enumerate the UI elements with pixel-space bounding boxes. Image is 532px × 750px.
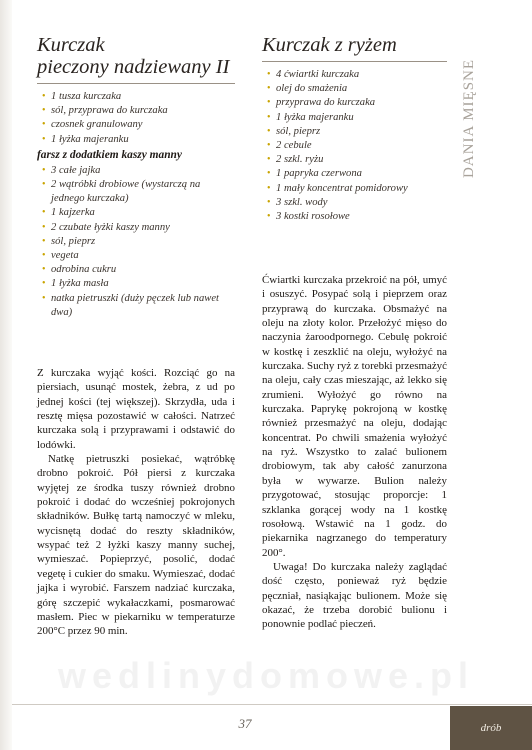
method-paragraph: Z kurczaka wyjąć kości. Rozciąć go na piersiach, usunąć mostek, żebra, z ud po jednej kości (tej większej). Skrzydła, uda i resztę mięsa pozostawić w całości. Natrzeć kurczaka solą i przyprawami i odstawić do lodówki. bbox=[37, 367, 235, 451]
left-recipe-title-line1: Kurczak bbox=[37, 34, 105, 56]
section-tab bbox=[450, 706, 532, 750]
left-recipe-title bbox=[37, 34, 235, 78]
stuffing-heading: farsz z dodatkiem kaszy manny bbox=[37, 148, 182, 161]
bullet-icon: • bbox=[42, 250, 46, 262]
page-number: 37 bbox=[238, 716, 252, 731]
ingredient-item: • 1 łyżka majeranku bbox=[37, 133, 235, 147]
bullet-icon: • bbox=[267, 196, 271, 208]
title-divider bbox=[37, 83, 235, 84]
right-recipe bbox=[262, 34, 447, 224]
page-binding-edge bbox=[0, 0, 12, 750]
left-recipe-method bbox=[37, 366, 235, 639]
bullet-icon: • bbox=[42, 119, 46, 131]
ingredient-item: • 3 kostki rosołowe bbox=[262, 210, 447, 224]
right-recipe-method bbox=[262, 273, 447, 632]
bullet-icon: • bbox=[42, 91, 46, 102]
ingredient-item: • olej do smażenia bbox=[262, 82, 447, 96]
ingredient-item: • 2 wątróbki drobiowe (wystarczą na jednego kurczaka) bbox=[42, 179, 201, 205]
ingredient-item: • sól, przyprawa do kurczaka bbox=[37, 104, 235, 118]
bullet-icon: • bbox=[267, 69, 271, 80]
ingredient-item: • czosnek granulowany bbox=[37, 118, 235, 132]
bullet-icon: • bbox=[42, 207, 46, 219]
left-ingredient-list bbox=[37, 90, 235, 147]
method-paragraph: Ćwiartki kurczaka przekroić na pół, umyć i osuszyć. Posypać solą i pieprzem oraz przyprawą do kurczaka. Obsmażyć na oleju na złoty kolor. Przełożyć mięso do naczynia żaroodpornego. Cebulę pokroić w kostkę i zeszklić na oleju, wyłożyć na kurczaka. Suchy ryż z torebki przesmażyć na oleju, cały czas mieszając, aż lekko się zrumieni. Wyłożyć go równo na kurczaka. Paprykę pokrojoną w kostkę również przesmażyć na oleju, dodając koncentrat. Po chwili smażenia wyłożyć na ryż. Wszystko to zalać bulionem drobiowym, tak aby całość zanurzona była w wywarze. Bulion należy przygotować, stosując proporcje: 1 szklanka gorącej wody na 1 kostkę rosołową. Wstawić na 1 godz. do piekarnika nagrzanego do temperatury 200°. bbox=[262, 274, 447, 559]
ingredient-item: • 2 cebule bbox=[262, 139, 447, 153]
ingredient-item: • 2 szkl. ryżu bbox=[262, 153, 447, 167]
bullet-icon: • bbox=[42, 278, 46, 290]
bullet-icon: • bbox=[267, 125, 271, 137]
ingredient-item: • przyprawa do kurczaka bbox=[262, 96, 447, 110]
bullet-icon: • bbox=[42, 105, 46, 117]
bullet-icon: • bbox=[42, 164, 46, 176]
ingredient-item: • 3 całe jajka bbox=[37, 164, 235, 178]
bullet-icon: • bbox=[42, 235, 46, 247]
bullet-icon: • bbox=[42, 179, 46, 191]
bullet-icon: • bbox=[267, 111, 271, 123]
ingredient-item: • odrobina cukru bbox=[37, 263, 235, 277]
bullet-icon: • bbox=[267, 140, 271, 152]
footer-divider bbox=[12, 704, 532, 705]
ingredient-item: • natka pietruszki (duży pęczek lub nawet dwa) bbox=[42, 292, 219, 318]
bullet-icon: • bbox=[267, 154, 271, 166]
bullet-icon: • bbox=[267, 97, 271, 109]
left-recipe-title-line2: pieczony nadziewany II bbox=[37, 56, 230, 78]
ingredient-item: • 3 szkl. wody bbox=[262, 196, 447, 210]
bullet-icon: • bbox=[42, 133, 46, 145]
ingredient-item: • 4 ćwiartki kurczaka bbox=[262, 68, 447, 82]
ingredient-item: • 1 papryka czerwona bbox=[262, 167, 447, 181]
bullet-icon: • bbox=[267, 168, 271, 180]
ingredient-item: • 1 kajzerka bbox=[37, 206, 235, 220]
bullet-icon: • bbox=[267, 211, 271, 223]
left-recipe bbox=[37, 34, 235, 320]
ingredient-item: • vegeta bbox=[37, 249, 235, 263]
method-paragraph: Uwaga! Do kurczaka należy zaglądać dość często, ponieważ ryż będzie pęczniał, nasiąkając bulionem. Może się okazać, że trzeba dorobić bulionu i ponownie podlać pieczeń. bbox=[262, 560, 447, 631]
ingredient-item: • 2 czubate łyżki kaszy manny bbox=[37, 221, 235, 235]
bullet-icon: • bbox=[267, 182, 271, 194]
section-tab-label: drób bbox=[480, 722, 502, 734]
right-ingredient-list bbox=[262, 68, 447, 224]
watermark: wedlinydomowe.pl bbox=[57, 655, 475, 696]
title-divider bbox=[262, 61, 447, 62]
right-recipe-title: Kurczak z ryżem bbox=[262, 34, 397, 56]
method-paragraph: Natkę pietruszki posiekać, wątróbkę drobno pokroić. Pół piersi z kurczaka wyjętej ze środka tuszy również drobno pokroić i dodać do wcześniej pokrojonych składników. Bułkę tartą namoczyć w mleku, wycisnętą dodać do reszty składników, wsypać też 2 łyżki kaszy manny suchej, wymieszać. Popieprzyć, posolić, dodać vegetę i cukier do smaku. Wymieszać, dodać jajka i wyrobić. Farszem nadziać kurczaka, górę szczepić wykałaczkami, posmarować masłem. Piec w piekarniku w temperaturze 200°C przez 90 min. bbox=[37, 453, 235, 638]
ingredient-item: • 1 tusza kurczaka bbox=[37, 90, 235, 104]
ingredient-item: • 1 mały koncentrat pomidorowy bbox=[262, 182, 447, 196]
ingredient-item: • sól, pieprz bbox=[37, 235, 235, 249]
chapter-side-label-text: DANIA MIĘSNE bbox=[461, 58, 478, 178]
chapter-side-label bbox=[458, 38, 482, 198]
bullet-icon: • bbox=[267, 83, 271, 95]
ingredient-item: • sól, pieprz bbox=[262, 125, 447, 139]
ingredient-item: • 1 łyżka masła bbox=[37, 277, 235, 291]
bullet-icon: • bbox=[42, 221, 46, 233]
bullet-icon: • bbox=[42, 292, 46, 304]
bullet-icon: • bbox=[42, 264, 46, 276]
stuffing-ingredient-list bbox=[37, 164, 235, 320]
ingredient-item: • 1 łyżka majeranku bbox=[262, 111, 447, 125]
